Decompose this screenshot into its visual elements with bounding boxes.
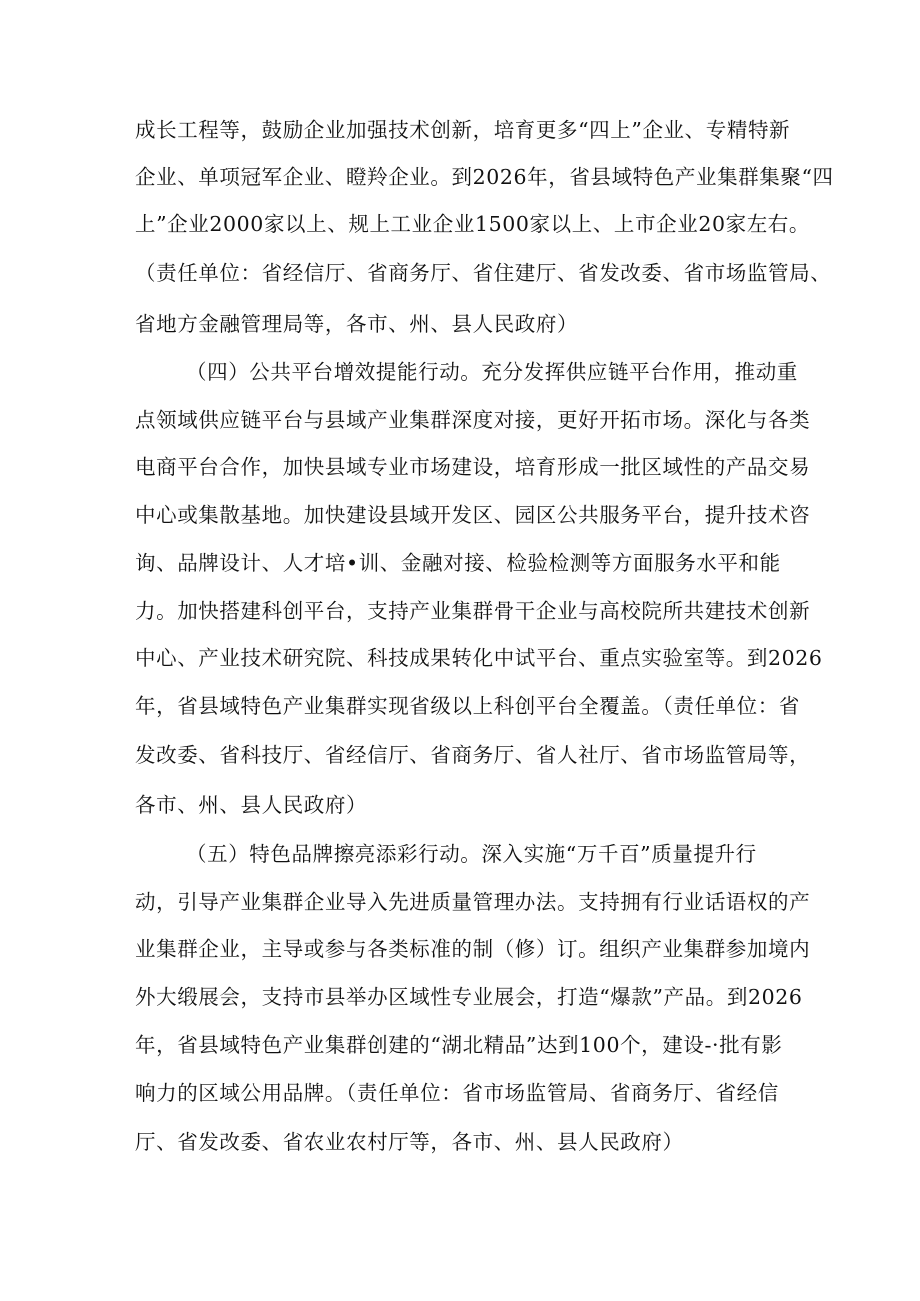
paragraph-line: 询、品牌设计、人才培•训、金融对接、检验检测等方面服务水平和能 [135, 551, 781, 575]
paragraph-line: 动，引导产业集群企业导入先进质量管理办法。支持拥有行业话语权的产 [135, 890, 811, 914]
paragraph-line: 力。加快搭建科创平台，支持产业集群骨干企业与高校院所共建技术创新 [135, 599, 811, 623]
paragraph-line: 中心、产业技术研究院、科技成果转化中试平台、重点实验室等。到2026 [135, 646, 823, 670]
paragraph-line: 中心或集散基地。加快建设县域开发区、园区公共服务平台，提升技术咨 [135, 503, 811, 527]
paragraph-line: 点领域供应链平台与县域产业集群深度对接，更好开拓市场。深化与各类 [135, 408, 811, 432]
paragraph-line: 外大缎展会，支持市县举办区域性专业展会，打造“爆款”产品。到2026 [135, 985, 803, 1009]
paragraph-line: 年，省县域特色产业集群实现省级以上科创平台全覆盖。（责任单位：省 [135, 694, 800, 718]
paragraph-line: （责任单位：省经信厅、省商务厅、省住建厅、省发改委、省市场监管局、 [135, 261, 832, 285]
paragraph-line: 年，省县域特色产业集群创建的“湖北精品”达到100个，建设-·批有影 [135, 1033, 783, 1057]
section-heading-line: （五）特色品牌擦亮添彩行动。深入实施“万千百”质量提升行 [186, 842, 757, 866]
paragraph-line: 业集群企业，主导或参与各类标准的制（修）订。组织产业集群参加境内 [135, 937, 811, 961]
paragraph-line: 发改委、省科技厅、省经信厅、省商务厅、省人社厅、省市场监管局等， [135, 743, 811, 767]
paragraph-line: 成长工程等，鼓励企业加强技术创新，培育更多“四上”企业、专精特新 [135, 118, 791, 142]
paragraph-line: 响力的区域公用品牌。（责任单位：省市场监管局、省商务厅、省经信 [135, 1081, 779, 1105]
paragraph-line: 电商平台合作，加快县域专业市场建设，培育形成一批区域性的产品交易 [135, 455, 811, 479]
paragraph-line: 厅、省发改委、省农业农村厅等，各市、州、县人民政府） [135, 1130, 684, 1154]
section-heading-line: （四）公共平台增效提能行动。充分发挥供应链平台作用，推动重 [186, 360, 798, 384]
paragraph-line: 上”企业2000家以上、规上工业企业1500家以上、上市企业20家左右。 [135, 212, 811, 236]
paragraph-line: 企业、单项冠军企业、瞪羚企业。到2026年，省县域特色产业集群集聚“四 [135, 165, 834, 189]
paragraph-line: 省地方金融管理局等，各市、州、县人民政府） [135, 312, 579, 336]
paragraph-line: 各市、州、县人民政府） [135, 793, 368, 817]
